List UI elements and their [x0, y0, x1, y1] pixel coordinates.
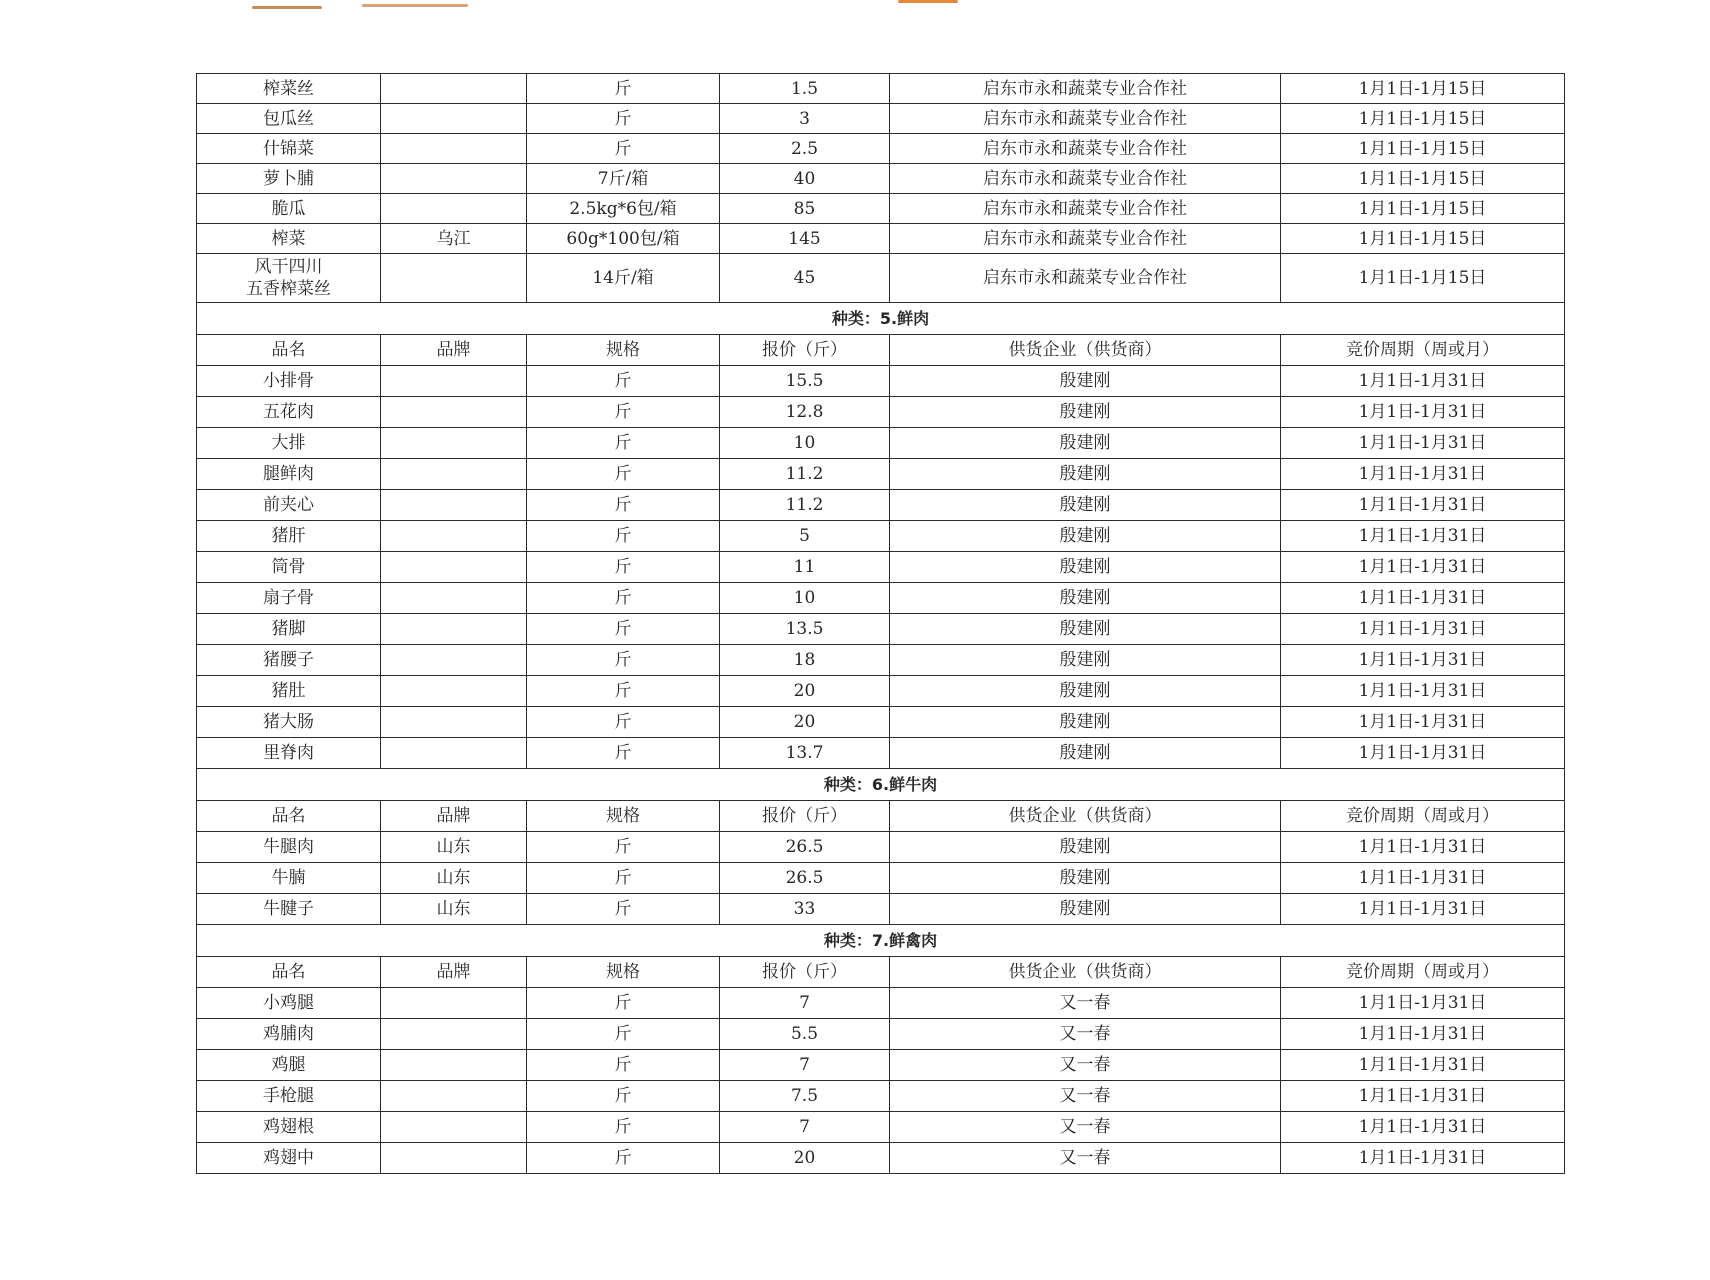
- spec-cell: 斤: [527, 645, 720, 676]
- scan-ink-mark: [898, 0, 958, 3]
- brand-cell: [381, 521, 527, 552]
- price-cell: 13.7: [720, 738, 890, 769]
- category-row: [197, 769, 1565, 801]
- item-name-cell: 鸡腿: [197, 1050, 381, 1081]
- brand-cell: [381, 1050, 527, 1081]
- period-cell: 1月1日-1月31日: [1281, 707, 1565, 738]
- table-row: [197, 1112, 1565, 1143]
- item-name-cell: 扇子骨: [197, 583, 381, 614]
- supplier-cell: 殷建刚: [890, 832, 1281, 863]
- brand-cell: [381, 254, 527, 303]
- column-header: 规格: [527, 335, 720, 366]
- brand-cell: [381, 676, 527, 707]
- column-header: 供货企业（供货商）: [890, 801, 1281, 832]
- price-cell: 18: [720, 645, 890, 676]
- table-row: [197, 738, 1565, 769]
- spec-cell: 斤: [527, 428, 720, 459]
- supplier-cell: 殷建刚: [890, 645, 1281, 676]
- period-cell: 1月1日-1月15日: [1281, 194, 1565, 224]
- period-cell: 1月1日-1月31日: [1281, 459, 1565, 490]
- item-name-cell: 猪大肠: [197, 707, 381, 738]
- supplier-cell: 启东市永和蔬菜专业合作社: [890, 74, 1281, 104]
- spec-cell: 斤: [527, 738, 720, 769]
- brand-cell: [381, 645, 527, 676]
- period-cell: 1月1日-1月31日: [1281, 738, 1565, 769]
- supplier-cell: 启东市永和蔬菜专业合作社: [890, 164, 1281, 194]
- category-row: [197, 925, 1565, 957]
- period-cell: 1月1日-1月15日: [1281, 104, 1565, 134]
- spec-cell: 斤: [527, 104, 720, 134]
- table-row: [197, 194, 1565, 224]
- column-header: 品牌: [381, 957, 527, 988]
- supplier-cell: 启东市永和蔬菜专业合作社: [890, 194, 1281, 224]
- spec-cell: 斤: [527, 74, 720, 104]
- brand-cell: [381, 583, 527, 614]
- price-cell: 145: [720, 224, 890, 254]
- scan-ink-mark: [252, 6, 322, 9]
- period-cell: 1月1日-1月31日: [1281, 366, 1565, 397]
- supplier-cell: 殷建刚: [890, 614, 1281, 645]
- spec-cell: 斤: [527, 397, 720, 428]
- brand-cell: [381, 1081, 527, 1112]
- brand-cell: [381, 988, 527, 1019]
- item-name-cell: 猪脚: [197, 614, 381, 645]
- category-row: [197, 303, 1565, 335]
- period-cell: 1月1日-1月31日: [1281, 1112, 1565, 1143]
- brand-cell: [381, 1143, 527, 1174]
- brand-cell: [381, 1112, 527, 1143]
- item-name-cell: 筒骨: [197, 552, 381, 583]
- item-name-cell: 大排: [197, 428, 381, 459]
- brand-cell: [381, 707, 527, 738]
- supplier-cell: 殷建刚: [890, 366, 1281, 397]
- item-name-cell: 牛腱子: [197, 894, 381, 925]
- supplier-cell: 殷建刚: [890, 707, 1281, 738]
- item-name-cell: 鸡翅中: [197, 1143, 381, 1174]
- column-header: 竞价周期（周或月）: [1281, 335, 1565, 366]
- spec-cell: 2.5kg*6包/箱: [527, 194, 720, 224]
- price-cell: 1.5: [720, 74, 890, 104]
- brand-cell: [381, 194, 527, 224]
- item-name-cell: 小排骨: [197, 366, 381, 397]
- supplier-cell: 又一春: [890, 988, 1281, 1019]
- item-name-cell: [197, 254, 381, 303]
- item-name-cell: 猪腰子: [197, 645, 381, 676]
- table-row: [197, 490, 1565, 521]
- column-header-row: [197, 957, 1565, 988]
- brand-cell: [381, 552, 527, 583]
- period-cell: 1月1日-1月31日: [1281, 894, 1565, 925]
- price-cell: 10: [720, 428, 890, 459]
- item-name-cell: 榨菜丝: [197, 74, 381, 104]
- table-row: [197, 707, 1565, 738]
- price-cell: 33: [720, 894, 890, 925]
- brand-cell: 山东: [381, 894, 527, 925]
- period-cell: 1月1日-1月31日: [1281, 428, 1565, 459]
- spec-cell: 斤: [527, 583, 720, 614]
- spec-cell: 斤: [527, 614, 720, 645]
- column-header-row: [197, 801, 1565, 832]
- table-row: [197, 552, 1565, 583]
- table-row: [197, 988, 1565, 1019]
- supplier-cell: 殷建刚: [890, 490, 1281, 521]
- price-cell: 13.5: [720, 614, 890, 645]
- item-name-cell: 小鸡腿: [197, 988, 381, 1019]
- item-name-cell: 包瓜丝: [197, 104, 381, 134]
- period-cell: 1月1日-1月31日: [1281, 1050, 1565, 1081]
- supplier-cell: 殷建刚: [890, 863, 1281, 894]
- category-title: 种类：6.鲜牛肉: [197, 769, 1565, 801]
- supplier-cell: 殷建刚: [890, 521, 1281, 552]
- brand-cell: [381, 104, 527, 134]
- spec-cell: 斤: [527, 707, 720, 738]
- supplier-cell: 又一春: [890, 1019, 1281, 1050]
- item-name-line: 风干四川: [254, 257, 323, 277]
- price-cell: 15.5: [720, 366, 890, 397]
- price-cell: 11.2: [720, 490, 890, 521]
- brand-cell: [381, 738, 527, 769]
- period-cell: 1月1日-1月31日: [1281, 988, 1565, 1019]
- period-cell: 1月1日-1月31日: [1281, 397, 1565, 428]
- item-name-cell: 猪肝: [197, 521, 381, 552]
- category-title: 种类：7.鲜禽肉: [197, 925, 1565, 957]
- item-name-cell: 手枪腿: [197, 1081, 381, 1112]
- table-row: [197, 459, 1565, 490]
- period-cell: 1月1日-1月15日: [1281, 74, 1565, 104]
- item-name-cell: 五花肉: [197, 397, 381, 428]
- period-cell: 1月1日-1月31日: [1281, 1143, 1565, 1174]
- supplier-cell: 殷建刚: [890, 552, 1281, 583]
- table-row: [197, 1143, 1565, 1174]
- spec-cell: 斤: [527, 134, 720, 164]
- supplier-cell: 启东市永和蔬菜专业合作社: [890, 104, 1281, 134]
- brand-cell: [381, 614, 527, 645]
- column-header: 品名: [197, 335, 381, 366]
- spec-cell: 斤: [527, 988, 720, 1019]
- price-cell: 12.8: [720, 397, 890, 428]
- period-cell: 1月1日-1月31日: [1281, 863, 1565, 894]
- brand-cell: [381, 1019, 527, 1050]
- brand-cell: 乌江: [381, 224, 527, 254]
- period-cell: 1月1日-1月31日: [1281, 521, 1565, 552]
- category-title: 种类：5.鲜肉: [197, 303, 1565, 335]
- period-cell: 1月1日-1月15日: [1281, 164, 1565, 194]
- spec-cell: 斤: [527, 863, 720, 894]
- item-name-line: 五香榨菜丝: [246, 279, 331, 299]
- table-row: [197, 676, 1565, 707]
- supplier-cell: 殷建刚: [890, 738, 1281, 769]
- supplier-cell: 殷建刚: [890, 459, 1281, 490]
- spec-cell: 斤: [527, 366, 720, 397]
- table-row: [197, 428, 1565, 459]
- supplier-cell: 又一春: [890, 1050, 1281, 1081]
- supplier-cell: 启东市永和蔬菜专业合作社: [890, 134, 1281, 164]
- supplier-cell: 又一春: [890, 1143, 1281, 1174]
- period-cell: 1月1日-1月31日: [1281, 676, 1565, 707]
- table-row: [197, 74, 1565, 104]
- brand-cell: [381, 459, 527, 490]
- supplier-cell: 又一春: [890, 1081, 1281, 1112]
- supplier-cell: 又一春: [890, 1112, 1281, 1143]
- table-row: [197, 254, 1565, 303]
- price-cell: 11: [720, 552, 890, 583]
- brand-cell: [381, 490, 527, 521]
- period-cell: 1月1日-1月31日: [1281, 490, 1565, 521]
- table-row: [197, 104, 1565, 134]
- item-name-cell: 萝卜脯: [197, 164, 381, 194]
- table-row: [197, 521, 1565, 552]
- column-header: 竞价周期（周或月）: [1281, 957, 1565, 988]
- brand-cell: [381, 366, 527, 397]
- item-name-cell: 牛腿肉: [197, 832, 381, 863]
- brand-cell: 山东: [381, 832, 527, 863]
- table-row: [197, 1050, 1565, 1081]
- table-row: [197, 1019, 1565, 1050]
- brand-cell: [381, 74, 527, 104]
- spec-cell: 斤: [527, 894, 720, 925]
- table-row: [197, 1081, 1565, 1112]
- item-name-cell: 牛腩: [197, 863, 381, 894]
- table-row: [197, 134, 1565, 164]
- spec-cell: 斤: [527, 490, 720, 521]
- price-cell: 20: [720, 676, 890, 707]
- column-header: 报价（斤）: [720, 801, 890, 832]
- supplier-cell: 殷建刚: [890, 428, 1281, 459]
- spec-cell: 斤: [527, 521, 720, 552]
- period-cell: 1月1日-1月15日: [1281, 254, 1565, 303]
- item-name-cell: 前夹心: [197, 490, 381, 521]
- period-cell: 1月1日-1月31日: [1281, 1081, 1565, 1112]
- column-header: 规格: [527, 801, 720, 832]
- table-row: [197, 645, 1565, 676]
- price-table: [196, 73, 1565, 1174]
- period-cell: 1月1日-1月15日: [1281, 224, 1565, 254]
- price-cell: 5: [720, 521, 890, 552]
- item-name-cell: 里脊肉: [197, 738, 381, 769]
- table-row: [197, 614, 1565, 645]
- table-row: [197, 583, 1565, 614]
- table-row: [197, 863, 1565, 894]
- spec-cell: 斤: [527, 459, 720, 490]
- spec-cell: 斤: [527, 1019, 720, 1050]
- table-row: [197, 894, 1565, 925]
- price-cell: 20: [720, 707, 890, 738]
- supplier-cell: 殷建刚: [890, 397, 1281, 428]
- price-cell: 10: [720, 583, 890, 614]
- price-cell: 45: [720, 254, 890, 303]
- column-header: 报价（斤）: [720, 957, 890, 988]
- column-header: 供货企业（供货商）: [890, 957, 1281, 988]
- spec-cell: 14斤/箱: [527, 254, 720, 303]
- spec-cell: 7斤/箱: [527, 164, 720, 194]
- brand-cell: 山东: [381, 863, 527, 894]
- item-name-cell: 脆瓜: [197, 194, 381, 224]
- period-cell: 1月1日-1月15日: [1281, 134, 1565, 164]
- supplier-cell: 殷建刚: [890, 676, 1281, 707]
- spec-cell: 斤: [527, 832, 720, 863]
- item-name-cell: 腿鲜肉: [197, 459, 381, 490]
- brand-cell: [381, 428, 527, 459]
- item-name-cell: 鸡脯肉: [197, 1019, 381, 1050]
- column-header: 竞价周期（周或月）: [1281, 801, 1565, 832]
- price-cell: 20: [720, 1143, 890, 1174]
- item-name-cell: 榨菜: [197, 224, 381, 254]
- price-cell: 26.5: [720, 832, 890, 863]
- period-cell: 1月1日-1月31日: [1281, 645, 1565, 676]
- supplier-cell: 启东市永和蔬菜专业合作社: [890, 254, 1281, 303]
- table-row: [197, 366, 1565, 397]
- table-row: [197, 397, 1565, 428]
- item-name-cell: 鸡翅根: [197, 1112, 381, 1143]
- spec-cell: 斤: [527, 676, 720, 707]
- supplier-cell: 殷建刚: [890, 894, 1281, 925]
- price-cell: 11.2: [720, 459, 890, 490]
- spec-cell: 斤: [527, 1050, 720, 1081]
- column-header: 品牌: [381, 801, 527, 832]
- supplier-cell: 殷建刚: [890, 583, 1281, 614]
- price-cell: 7: [720, 988, 890, 1019]
- price-cell: 2.5: [720, 134, 890, 164]
- column-header: 供货企业（供货商）: [890, 335, 1281, 366]
- column-header: 品名: [197, 801, 381, 832]
- period-cell: 1月1日-1月31日: [1281, 552, 1565, 583]
- price-cell: 85: [720, 194, 890, 224]
- price-cell: 7: [720, 1050, 890, 1081]
- column-header: 报价（斤）: [720, 335, 890, 366]
- price-cell: 5.5: [720, 1019, 890, 1050]
- price-cell: 3: [720, 104, 890, 134]
- item-name-cell: 什锦菜: [197, 134, 381, 164]
- period-cell: 1月1日-1月31日: [1281, 1019, 1565, 1050]
- table-row: [197, 224, 1565, 254]
- column-header: 规格: [527, 957, 720, 988]
- brand-cell: [381, 164, 527, 194]
- scan-ink-mark: [362, 4, 468, 7]
- price-cell: 7: [720, 1112, 890, 1143]
- column-header-row: [197, 335, 1565, 366]
- brand-cell: [381, 397, 527, 428]
- price-cell: 7.5: [720, 1081, 890, 1112]
- period-cell: 1月1日-1月31日: [1281, 832, 1565, 863]
- period-cell: 1月1日-1月31日: [1281, 583, 1565, 614]
- column-header: 品名: [197, 957, 381, 988]
- spec-cell: 斤: [527, 1081, 720, 1112]
- table-row: [197, 832, 1565, 863]
- price-table-body: [197, 74, 1565, 1174]
- price-cell: 40: [720, 164, 890, 194]
- column-header: 品牌: [381, 335, 527, 366]
- spec-cell: 斤: [527, 552, 720, 583]
- spec-cell: 斤: [527, 1112, 720, 1143]
- spec-cell: 斤: [527, 1143, 720, 1174]
- supplier-cell: 启东市永和蔬菜专业合作社: [890, 224, 1281, 254]
- price-cell: 26.5: [720, 863, 890, 894]
- item-name-cell: 猪肚: [197, 676, 381, 707]
- spec-cell: 60g*100包/箱: [527, 224, 720, 254]
- table-row: [197, 164, 1565, 194]
- brand-cell: [381, 134, 527, 164]
- period-cell: 1月1日-1月31日: [1281, 614, 1565, 645]
